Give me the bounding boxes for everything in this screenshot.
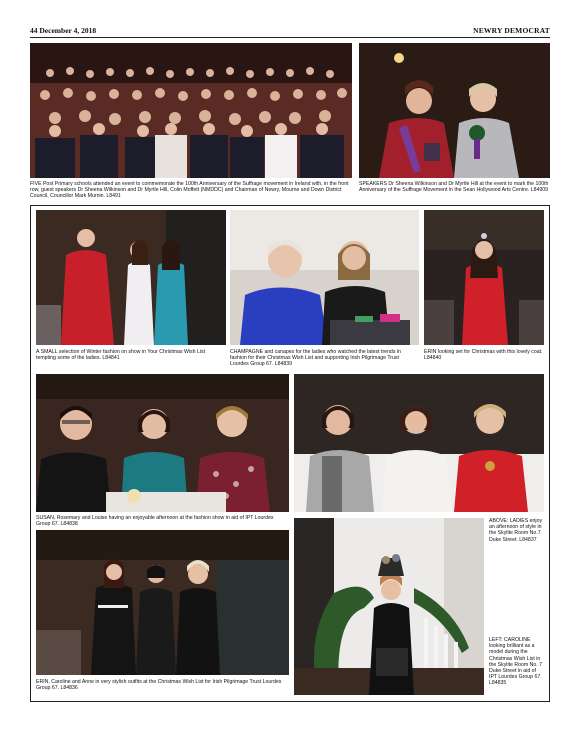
photo-caroline-model xyxy=(294,518,484,695)
caption-erin-coat: ERIN looking set for Christmas with this lovely coat. L84840 xyxy=(424,349,543,362)
photo-erin-caroline-anne xyxy=(36,530,289,675)
photo-speakers xyxy=(359,43,550,178)
photo-erin-caroline-anne-image xyxy=(36,530,289,675)
caption-suffrage-audience: FIVE Post Primary schools attended an event to commemorate the 100th Anniversary of the Suffrage movement in Ireland with, in the front row, guest speakers Dr Sheena Wilkinson and Dr Myrtle Hill, Colin Moffett (NMDDC) and Chairman of Newry, Mourne and Down District Council, Councillor Mark Murnin. L8491 xyxy=(30,181,349,200)
caption-caroline-model: LEFT: CAROLINE looking brilliant as a model during the Christmas Wish List in the Skylite Room No. 7 Duke Street in aid of IPT Lourdes Group 67. L84835 xyxy=(489,637,543,687)
photo-caroline-model-image xyxy=(294,518,484,695)
photo-champagne-image xyxy=(230,210,419,345)
photo-winter-fashion-image xyxy=(36,210,226,345)
page-date: 44 December 4, 2018 xyxy=(30,26,97,35)
caption-susan-rosemary-louise: SUSAN, Rosemary and Louise having an enjoyable afternoon at the fashion show in aid of IPT Lourdes Group 67. L84838 xyxy=(36,515,274,528)
photo-champagne xyxy=(230,210,419,345)
caption-ladies-skylite: ABOVE: LADIES enjoy an afternoon of style in the Skylite Room No.7 Duke Street. L84837 xyxy=(489,518,543,543)
photo-susan-rosemary-louise xyxy=(36,374,289,512)
caption-champagne: CHAMPAGNE and canapes for the ladies who watched the latest trends in fashion for their Christmas Wish List and supporting Irish Pilgrimage Trust Lourdes Group 67. L84839 xyxy=(230,349,401,368)
photo-winter-fashion xyxy=(36,210,226,345)
photo-speakers-image xyxy=(359,43,550,178)
caption-speakers: SPEAKERS Dr Sheena Wilkinson and Dr Myrtle Hill at the event to mark the 100th Anniversary of the Suffrage Movement in the Sean Hollywood Arts Centre. L84909 xyxy=(359,181,549,194)
publication-name: NEWRY DEMOCRAT xyxy=(473,26,550,35)
photo-suffrage-audience-image xyxy=(30,43,352,178)
page-header xyxy=(30,25,550,37)
photo-suffrage-audience xyxy=(30,43,352,178)
photo-ladies-skylite xyxy=(294,374,544,512)
photo-susan-rosemary-louise-image xyxy=(36,374,289,512)
photo-ladies-skylite-image xyxy=(294,374,544,512)
photo-erin-coat xyxy=(424,210,544,345)
caption-winter-fashion: A SMALL selection of Winter fashion on show in Your Christmas Wish List tempting some of the ladies. L84841 xyxy=(36,349,206,362)
caption-erin-caroline-anne: ERIN, Caroline and Anne in very stylish outfits at the Christmas Wish List for Irish Pilgrimage Trust Lourdes Group 67. L84836 xyxy=(36,679,282,692)
photo-erin-coat-image xyxy=(424,210,544,345)
header-rule xyxy=(30,37,550,38)
